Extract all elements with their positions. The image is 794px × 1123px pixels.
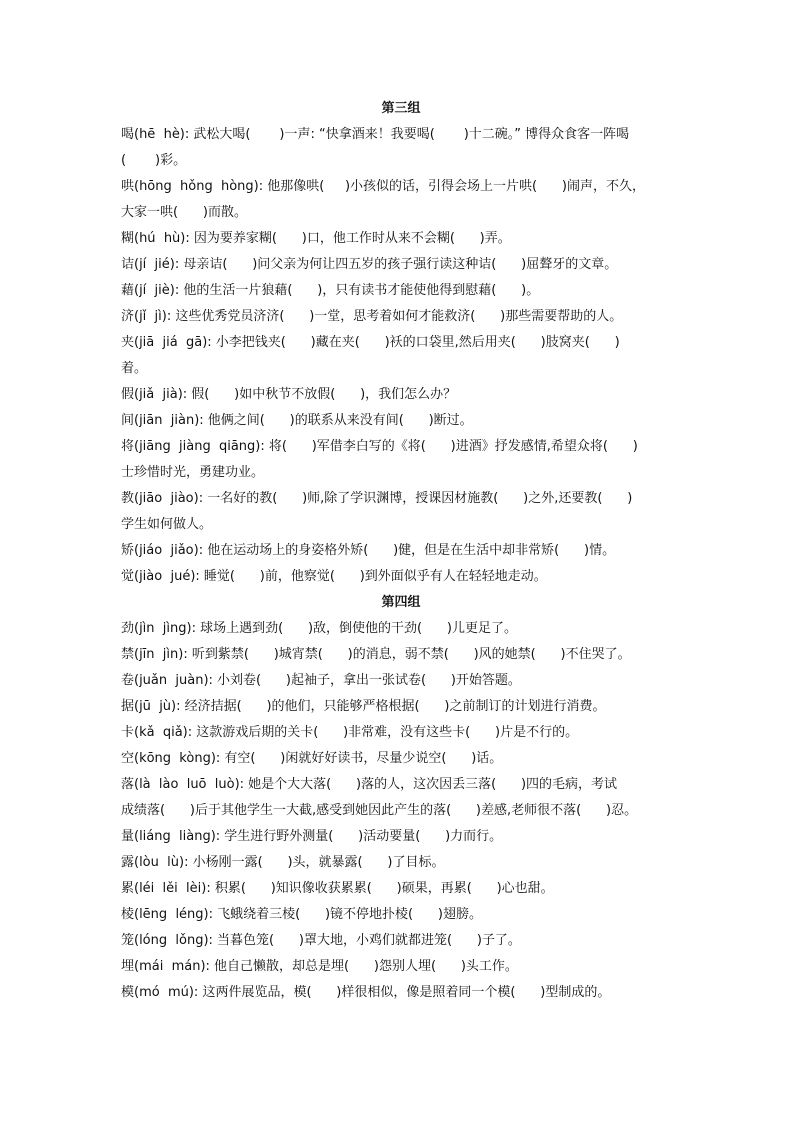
text-line: 卷(juǎn juàn): 小刘卷( )起袖子，拿出一张试卷( )开始答题。 (121, 673, 521, 688)
text-line: 模(mó mú): 这两件展览品，模( )样很相似，像是照着同一个模( )型制成的。 (121, 985, 611, 1000)
section-group-3 (121, 96, 681, 590)
text-line: 糊(hú hù): 因为要养家糊( )口，他工作时从来不会糊( )弄。 (121, 231, 511, 246)
text-line: 间(jiān jiàn): 他俩之间( )的联系从来没有间( )断过。 (121, 413, 473, 428)
text-line: 夹(jiā jiá gā): 小李把钱夹( )藏在夹( )袄的口袋里,然后用夹( )肢窝夹( ) (121, 335, 620, 350)
text-line: 劲(jìn jìng): 球场上遇到劲( )敌，倒使他的干劲( )儿更足了。 (121, 621, 517, 636)
text-line: 落(là lào luō luò): 她是个大大落( )落的人，这次因丢三落( )四的毛病，考试 (121, 777, 618, 792)
text-line: 卡(kǎ qiǎ): 这款游戏后期的关卡( )非常难，没有这些卡( )片是不行的。 (121, 725, 579, 740)
text-line: 哄(hōng hǒng hòng): 他那像哄( )小孩似的话，引得会场上一片哄( )闹声，不久， (121, 179, 645, 194)
text-line: 觉(jiào jué): 睡觉( )前，他察觉( )到外面似乎有人在轻轻地走动。 (121, 569, 547, 584)
text-line: 假(jiǎ jià): 假( )如中秋节不放假( )，我们怎么办？ (121, 387, 457, 402)
text-line: 将(jiāng jiàng qiāng): 将( )军借李白写的《将( )进酒》抒发感情,希望众将( ) (121, 439, 638, 454)
section-heading: 第三组 (381, 101, 421, 116)
text-line: 成绩落( )后于其他学生一大截,感受到她因此产生的落( )差感,老师很不落( )忍。 (121, 803, 638, 818)
text-line: 禁(jīn jìn): 听到紫禁( )城宵禁( )的消息，弱不禁( )风的她禁( )不住哭了。 (121, 647, 631, 662)
text-line: 量(liáng liàng): 学生进行野外测量( )活动要量( )力而行。 (121, 829, 503, 844)
text-line: 学生如何做人。 (121, 517, 213, 532)
text-line: 济(jǐ jì): 这些优秀党员济济( )一堂，思考着如何才能救济( )那些需要帮助的人。 (121, 309, 623, 324)
text-line: 空(kōng kòng): 有空( )闲就好好读书，尽量少说空( )话。 (121, 751, 503, 766)
text-line: 着。 (121, 361, 148, 376)
document-content (121, 96, 681, 1006)
text-line: ( )彩。 (121, 153, 187, 168)
text-line: 诘(jí jié): 母亲诘( )问父亲为何让四五岁的孩子强行读这种诘( )屈聱牙的文章。 (121, 257, 618, 272)
text-line: 士珍惜时光，勇建功业。 (121, 465, 265, 480)
section-heading: 第四组 (381, 595, 421, 610)
text-line: 累(léi lěi lèi): 积累( )知识像收获累累( )硕果，再累( )心也甜。 (121, 881, 554, 896)
text-line: 笼(lóng lǒng): 当暮色笼( )罩大地，小鸡们就都进笼( )子了。 (121, 933, 521, 948)
text-line: 矫(jiáo jiǎo): 他在运动场上的身姿格外矫( )健，但是在生活中却非常矫( )情。 (121, 543, 616, 558)
text-line: 喝(hē hè): 武松大喝( )一声: “快拿酒来！我要喝( )十二碗。” 博得众食客一阵喝 (121, 127, 630, 142)
text-line: 据(jū jù): 经济拮据( )的他们，只能够严格根据( )之前制订的计划进行消费。 (121, 699, 606, 714)
section-group-4 (121, 590, 681, 1006)
text-line: 藉(jí jiè): 他的生活一片狼藉( )，只有读书才能使他得到慰藉( )。 (121, 283, 540, 298)
text-line: 大家一哄( )而散。 (121, 205, 247, 220)
text-line: 教(jiāo jiào): 一名好的教( )师,除了学识渊博，授课因材施教( )之外,还要教( ) (121, 491, 633, 506)
text-line: 露(lòu lù): 小杨刚一露( )头，就暴露( )了目标。 (121, 855, 445, 870)
text-line: 埋(mái mán): 他自己懒散，却总是埋( )怨别人埋( )头工作。 (121, 959, 518, 974)
text-line: 棱(lēng léng): 飞蛾绕着三棱( )镜不停地扑棱( )翅膀。 (121, 907, 482, 922)
